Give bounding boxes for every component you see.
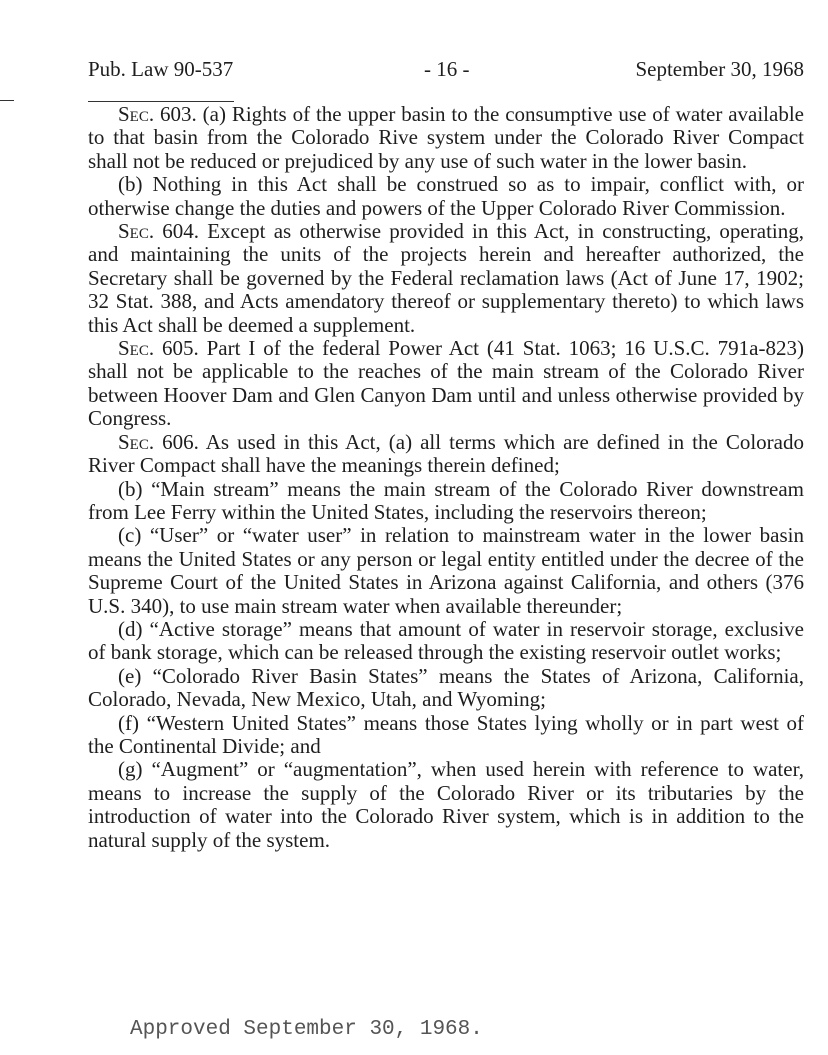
document-body	[88, 103, 804, 852]
paragraph-sec-606-f	[88, 712, 804, 759]
section-label: Sec. 606.	[118, 429, 199, 454]
section-label: Sec. 605.	[118, 336, 199, 361]
paragraph-text: (e) “Colorado River Basin States” means the States of Arizona, California, Colorado, Nevada, New Mexico, Utah, and Wyoming;	[88, 663, 804, 712]
section-label: Sec. 603.	[118, 102, 197, 126]
paragraph-sec-606-e	[88, 665, 804, 712]
paragraph-text: (c) “User” or “water user” in relation to mainstream water in the lower basin means the United States or any person or legal entity entitled under the decree of the Supreme Court of the United States in Arizona against California, and others (376 U.S. 340), to use main stream water when available thereunder;	[88, 523, 804, 618]
header-public-law: Pub. Law 90-537	[88, 57, 234, 81]
paragraph-sec-606-c	[88, 524, 804, 618]
paragraph-text: Part I of the federal Power Act (41 Stat. 1063; 16 U.S.C. 791a-823) shall not be applicable to the reaches of the main stream of the Colorado River between Hoover Dam and Glen Canyon Dam until and unless otherwise provided by Congress.	[88, 336, 804, 431]
paragraph-text: (f) “Western United States” means those States lying wholly or in part west of the Continental Divide; and	[88, 710, 804, 758]
paragraph-sec-603-b	[88, 173, 804, 220]
paragraph-text: (b) “Main stream” means the main stream of the Colorado River downstream from Lee Ferry within the United States, including the reservoirs thereon;	[88, 476, 804, 524]
paragraph-text: As used in this Act, (a) all terms which are defined in the Colorado River Compact shall have the meanings therein defined;	[88, 429, 804, 478]
paragraph-text: Except as otherwise provided in this Act, in constructing, operating, and maintaining the units of the projects herein and hereafter authorized, the Secretary shall be governed by the Federal reclamation laws (Act of June 17, 1902; 32 Stat. 388, and Acts amendatory thereof or supplementary thereto) to which laws this Act shall be deemed a supplement.	[88, 219, 804, 337]
paragraph-text: (g) “Augment” or “augmentation”, when used herein with reference to water, means to increase the supply of the Colorado River or its tributaries by the introduction of water into the Colorado River system, which is in addition to the natural supply of the system.	[88, 757, 804, 852]
section-label: Sec. 604.	[118, 219, 200, 244]
paragraph-text: (d) “Active storage” means that amount of water in reservoir storage, exclusive of bank storage, which can be released through the existing reservoir outlet works;	[88, 616, 804, 665]
paragraph-text: (a) Rights of the upper basin to the consumptive use of water available to that basin from the Colorado Rive system under the Colorado River Compact shall not be reduced or prejudiced by any use of such water in the lower basin.	[88, 102, 804, 173]
paragraph-sec-605	[88, 337, 804, 431]
header-page-number: - 16 -	[424, 57, 470, 81]
paragraph-sec-606-g	[88, 758, 804, 852]
approval-line: Approved September 30, 1968.	[130, 1018, 483, 1041]
paragraph-sec-606-a	[88, 431, 804, 478]
paragraph-sec-606-d	[88, 618, 804, 665]
page-header	[88, 57, 804, 85]
paragraph-sec-603-a	[88, 103, 804, 173]
paragraph-text: (b) Nothing in this Act shall be construed so as to impair, conflict with, or otherwise change the duties and powers of the Upper Colorado River Commission.	[88, 172, 804, 220]
header-date: September 30, 1968	[635, 57, 804, 81]
paragraph-sec-606-b	[88, 478, 804, 525]
paragraph-sec-604	[88, 220, 804, 337]
margin-mark	[0, 100, 14, 101]
